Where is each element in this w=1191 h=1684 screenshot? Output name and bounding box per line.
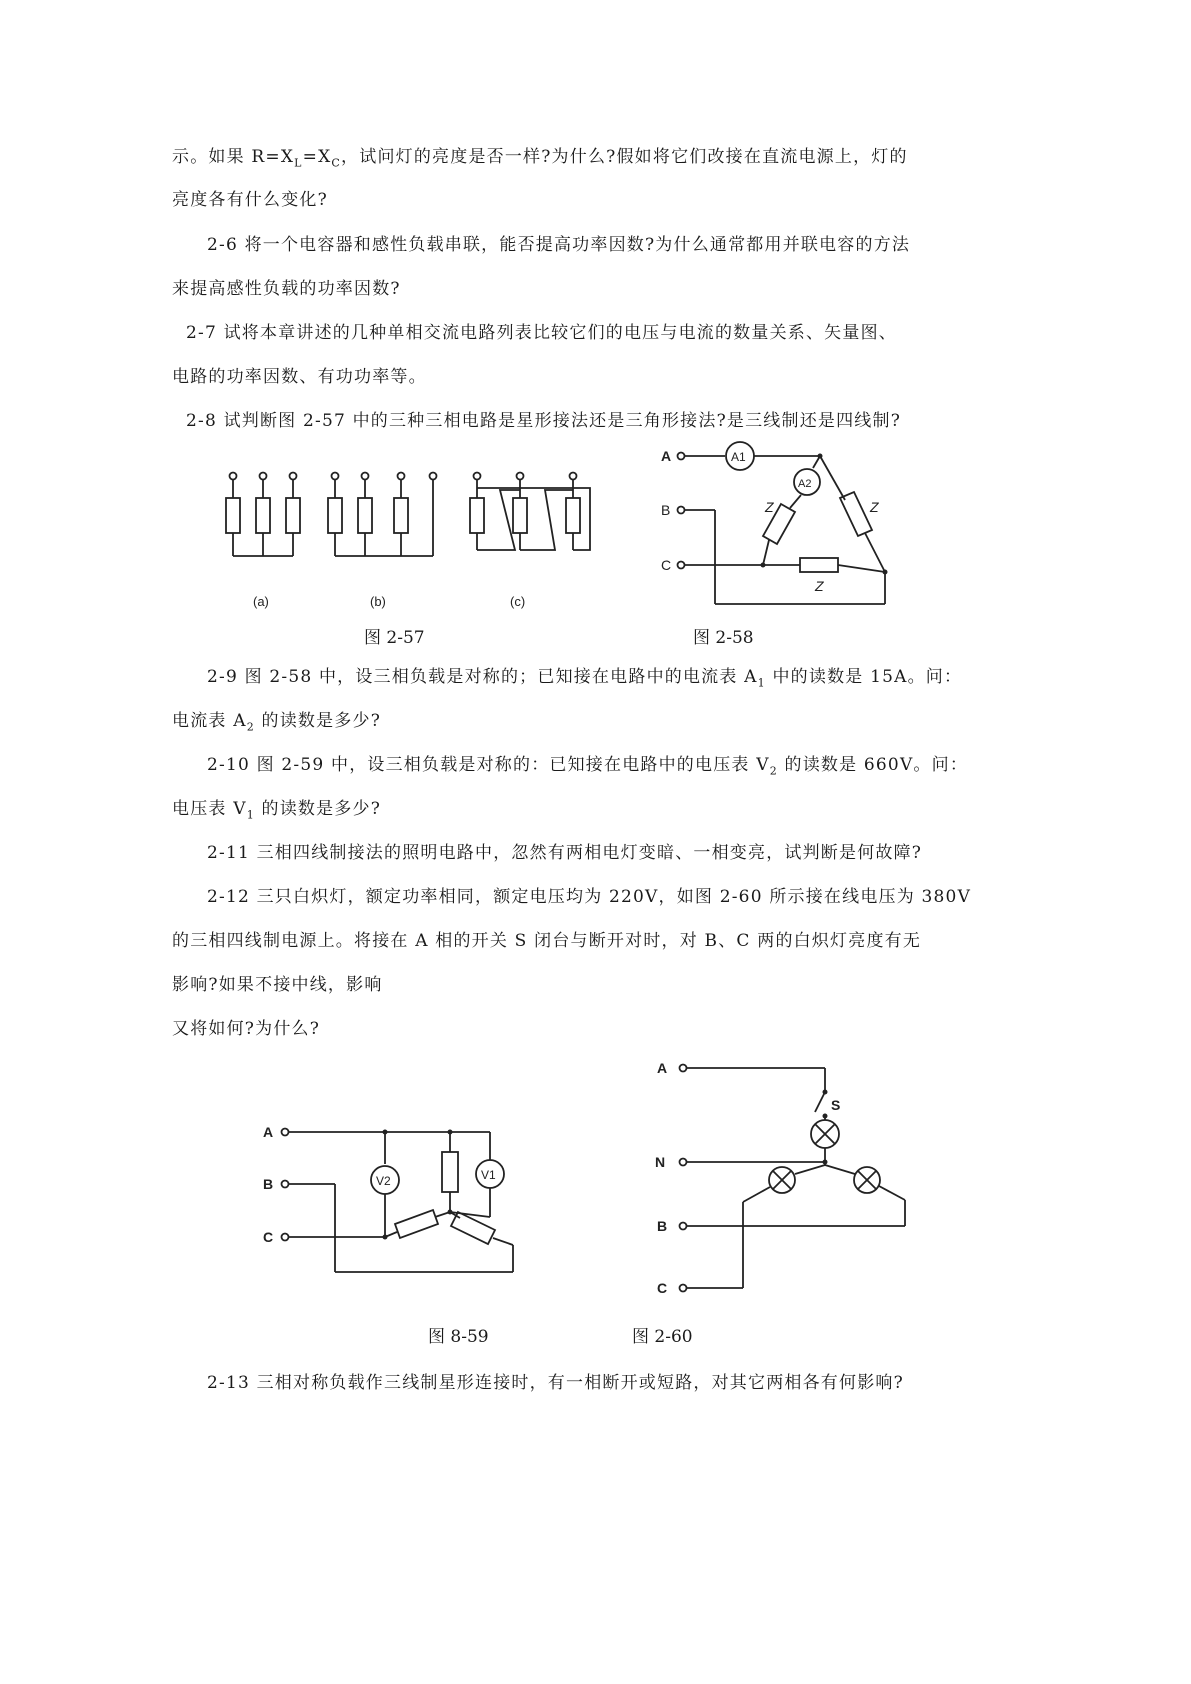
terminal-label-a: A (657, 1060, 668, 1076)
meter-label-v1: V1 (481, 1168, 496, 1182)
circuit-a (226, 473, 300, 557)
figure-8-59 (255, 1112, 525, 1287)
text-run: 示。如果 R=X (172, 147, 295, 167)
subscript: L (294, 156, 303, 170)
paragraph-line (172, 710, 381, 738)
text-run: 的读数是多少? (254, 711, 382, 731)
subscript: C (331, 156, 342, 170)
terminal-label-n: N (655, 1154, 666, 1170)
load-label-z-right: Z (870, 499, 879, 515)
subscript: 2 (246, 720, 255, 734)
paragraph-line: 的三相四线制电源上。将接在 A 相的开关 S 闭台与断开对时，对 B、C 两的白炽灯亮度有无 (172, 931, 922, 951)
figure-2-58 (655, 440, 915, 615)
terminal-label-a: A (263, 1124, 274, 1140)
text-run: =X (302, 147, 332, 167)
text-run: 2-9 图 2-58 中，设三相负载是对称的；已知接在电路中的电流表 A (207, 667, 758, 687)
circuit-b (328, 473, 437, 557)
terminal-label-b: B (661, 502, 671, 518)
paragraph-line: 来提高感性负载的功率因数? (172, 279, 401, 299)
caption-fig-2-58: 图 2-58 (693, 628, 754, 648)
paragraph-line: 2-8 试判断图 2-57 中的三种三相电路是星形接法还是三角形接法?是三线制还是四线制? (186, 411, 902, 431)
text-run: 电压表 V (172, 799, 247, 819)
terminal-label-c: C (661, 557, 672, 573)
paragraph-line: 2-11 三相四线制接法的照明电路中，忽然有两相电灯变暗、一相变亮，试判断是何故障? (207, 843, 923, 863)
terminal-label-b: B (263, 1176, 274, 1192)
terminal-label-c: C (657, 1280, 668, 1296)
paragraph-line: 2-13 三相对称负载作三线制星形连接时，有一相断开或短路，对其它两相各有何影响? (207, 1373, 904, 1393)
paragraph-line (207, 754, 968, 782)
caption-fig-2-57: 图 2-57 (364, 628, 425, 648)
figure-2-57 (215, 468, 605, 613)
text-run: 中的读数是 15A。问： (765, 667, 963, 687)
paragraph-line (207, 666, 962, 694)
text-run: 的读数是多少? (254, 799, 382, 819)
caption-fig-2-60: 图 2-60 (632, 1327, 693, 1347)
load-label-z-left: Z (765, 499, 774, 515)
subscript: 1 (246, 808, 255, 822)
paragraph-line: 电路的功率因数、有功功率等。 (172, 367, 427, 387)
paragraph-line: 2-6 将一个电容器和感性负载串联，能否提高功率因数?为什么通常都用并联电容的方法 (207, 235, 911, 255)
subscript: 2 (769, 764, 778, 778)
paragraph-line: 亮度各有什么变化? (172, 190, 328, 210)
paragraph-line: 2-7 试将本章讲述的几种单相交流电路列表比较它们的电压与电流的数量关系、矢量图、 (186, 323, 897, 343)
circuit-c (470, 473, 590, 551)
terminal-label-c: C (263, 1229, 274, 1245)
subscript: 1 (757, 676, 766, 690)
meter-label-a1: A1 (731, 450, 746, 464)
caption-fig-8-59: 图 8-59 (428, 1327, 489, 1347)
sub-label-c: (c) (510, 594, 526, 609)
paragraph-line: 又将如何?为什么? (172, 1019, 321, 1039)
paragraph-line (172, 146, 908, 174)
paragraph-line: 2-12 三只白炽灯，额定功率相同，额定电压均为 220V，如图 2-60 所示接在线电压为 380V (207, 887, 972, 907)
switch-label-s: S (831, 1097, 841, 1113)
paragraph-line: 影响?如果不接中线，影响 (172, 975, 383, 995)
terminal-label-a: A (661, 448, 672, 464)
text-run: 电流表 A (172, 711, 247, 731)
meter-label-v2: V2 (376, 1174, 391, 1188)
meter-label-a2: A2 (798, 478, 812, 490)
figure-2-60 (655, 1050, 925, 1300)
text-run: 2-10 图 2-59 中，设三相负载是对称的：已知接在电路中的电压表 V (207, 755, 770, 775)
load-label-z-bottom: Z (815, 578, 824, 594)
text-run: ，试问灯的亮度是否一样?为什么?假如将它们改接在直流电源上，灯的 (341, 147, 908, 167)
sub-label-a: (a) (253, 594, 269, 609)
paragraph-line (172, 798, 381, 826)
sub-label-b: (b) (370, 594, 386, 609)
terminal-label-b: B (657, 1218, 668, 1234)
text-run: 的读数是 660V。问： (777, 755, 969, 775)
